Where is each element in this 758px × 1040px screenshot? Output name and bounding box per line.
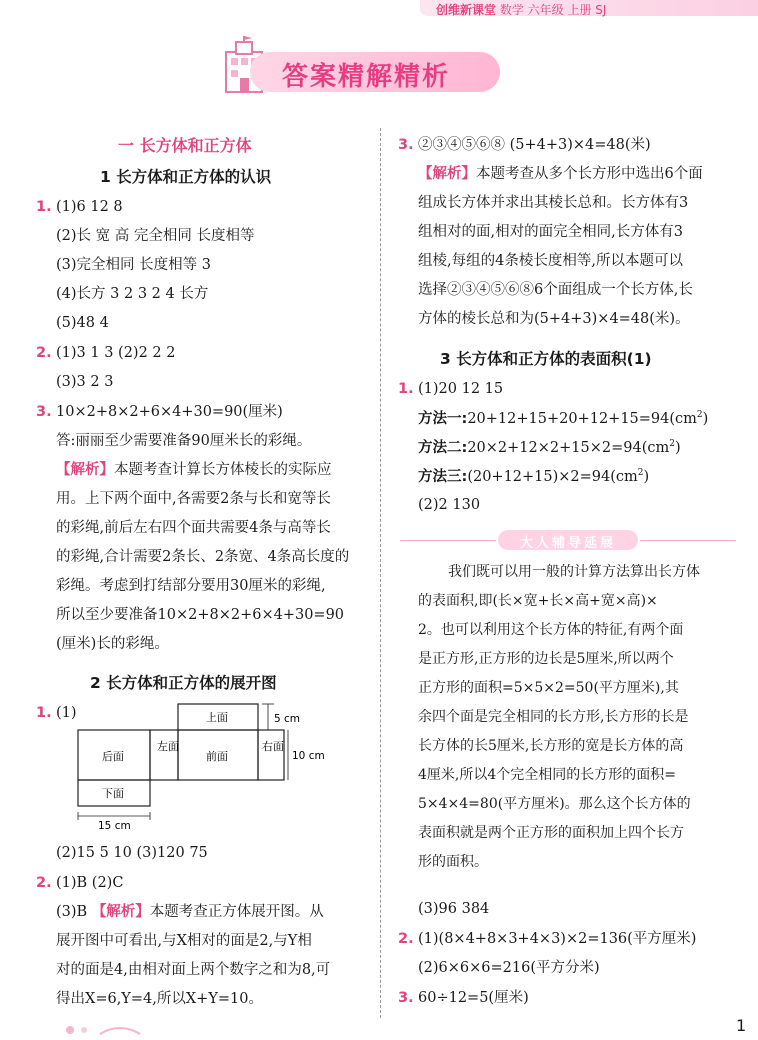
- net-label-top: 上面: [206, 711, 228, 724]
- guide-line: 是正方形,正方形的边长是5厘米,所以两个: [418, 651, 674, 667]
- answer-line: (1)B (2)C: [56, 875, 124, 891]
- analysis-line: 用。上下两个面中,各需要2条与长和宽等长: [56, 491, 331, 507]
- method-line: [418, 411, 708, 426]
- cuboid-net-diagram: [68, 702, 325, 832]
- method-expr: (20+12+15)×2=94(cm: [467, 468, 638, 485]
- analysis-line: 对的面是4,由相对面上两个数字之和为8,可: [56, 962, 331, 978]
- analysis-text: 本题考查从多个长方形中选出6个面: [476, 166, 703, 182]
- method-label: 方法二:: [418, 439, 468, 456]
- method-label: 方法三:: [418, 468, 468, 485]
- header-text: [436, 1, 606, 18]
- analysis-line: 组棱,每组的4条棱长度相等,所以本题可以: [418, 253, 683, 269]
- analysis-text: 本题考查计算长方体棱长的实际应: [114, 462, 332, 478]
- method-line: [418, 440, 681, 455]
- guide-line: 余四个面是完全相同的长方形,长方形的长是: [418, 709, 689, 725]
- superscript: 2: [637, 468, 644, 478]
- section-title-1: 1 长方体和正方体的认识: [100, 168, 272, 186]
- column-divider: [380, 128, 381, 1018]
- unit-title: 一 长方体和正方体: [118, 136, 252, 155]
- method-line: [418, 469, 649, 484]
- analysis-line: 的彩绳,前后左右四个面共需要4条与高等长: [56, 520, 331, 536]
- analysis-line: [56, 905, 324, 920]
- analysis-text: 本题考查正方体展开图。从: [149, 904, 324, 920]
- section-title-3: 3 长方体和正方体的表面积(1): [440, 350, 652, 368]
- question-number: 2.: [398, 931, 414, 947]
- net-label-left: 左面: [157, 740, 179, 753]
- guide-line: 2。也可以利用这个长方体的特征,有两个面: [418, 622, 684, 638]
- answer-line: (1)6 12 8: [56, 199, 123, 215]
- close-paren: ): [674, 439, 681, 456]
- net-dim-15cm: 15 cm: [98, 820, 131, 832]
- net-dim-10cm: 10 cm: [292, 750, 325, 762]
- answer-line: (2)15 5 10 (3)120 75: [56, 845, 208, 861]
- question-number: 3.: [398, 137, 414, 153]
- answer-line: (4)长方 3 2 3 2 4 长方: [56, 286, 209, 302]
- answer-text: (3)B: [56, 904, 88, 920]
- answer-line: (2)2 130: [418, 497, 481, 513]
- analysis-line: (厘米)长的彩绳。: [56, 636, 169, 652]
- method-expr: 20×2+12×2+15×2=94(cm: [467, 439, 670, 456]
- question-number: 3.: [36, 404, 52, 420]
- close-paren: ): [702, 410, 709, 427]
- answer-line: (1)20 12 15: [418, 381, 504, 397]
- answer-line: (1)3 1 3 (2)2 2 2: [56, 345, 176, 361]
- analysis-line: [418, 167, 703, 182]
- analysis-line: 展开图中可看出,与X相对的面是2,与Y相: [56, 933, 312, 949]
- answer-line: (2)6×6×6=216(平方分米): [418, 960, 600, 976]
- answer-line: 10×2+8×2+6×4+30=90(厘米): [56, 404, 283, 420]
- answer-line: (1)(8×4+8×3+4×3)×2=136(平方厘米): [418, 931, 697, 947]
- guide-line: 我们既可以用一般的计算方法算出长方体: [448, 564, 700, 580]
- analysis-line: 选择②③④⑤⑥⑧6个面组成一个长方体,长: [418, 282, 693, 298]
- subject-label: 数学 六年级 上册 SJ: [499, 3, 607, 17]
- section-title-2: 2 长方体和正方体的展开图: [90, 674, 277, 692]
- guide-line: 5×4×4=80(平方厘米)。那么这个长方体的: [418, 796, 691, 812]
- method-expr: 20+12+15+20+12+15=94(cm: [467, 410, 697, 427]
- guide-line: 正方形的面积=5×5×2=50(平方厘米),其: [418, 680, 679, 696]
- question-number: 2.: [36, 875, 52, 891]
- answer-line: (5)48 4: [56, 315, 109, 331]
- page-number: 1: [736, 1016, 747, 1035]
- page-title: 答案精解精析: [282, 62, 451, 92]
- superscript: 2: [669, 439, 675, 449]
- analysis-line: 彩绳。考虑到打结部分要用30厘米的彩绳,: [56, 578, 326, 594]
- analysis-line: [56, 463, 332, 478]
- guide-line: 形的面积。: [418, 854, 488, 870]
- footer-decoration-icon: [60, 1018, 180, 1038]
- guide-line: 长方体的长5厘米,长方形的宽是长方体的高: [418, 738, 684, 754]
- question-number: 1.: [36, 199, 52, 215]
- net-label-bottom: 下面: [102, 787, 124, 800]
- analysis-line: 组成长方体并求出其棱长总和。长方体有3: [418, 195, 689, 211]
- net-face-left: [150, 730, 178, 780]
- analysis-tag: 【解析】: [56, 462, 114, 478]
- answer-line: (3)3 2 3: [56, 374, 114, 390]
- analysis-tag: 【解析】: [91, 904, 150, 920]
- answer-line: ②③④⑤⑥⑧ (5+4+3)×4=48(米): [418, 137, 651, 153]
- question-number: 1.: [36, 705, 52, 721]
- answer-line: (3)96 384: [418, 901, 490, 917]
- analysis-line: 得出X=6,Y=4,所以X+Y=10。: [56, 991, 264, 1007]
- close-paren: ): [643, 468, 650, 485]
- guide-line: 的表面积,即(长×宽+长×高+宽×高)×: [418, 593, 658, 609]
- analysis-tag: 【解析】: [418, 166, 476, 182]
- guide-rule-right: [640, 540, 736, 541]
- answer-line: 60÷12=5(厘米): [418, 990, 529, 1006]
- method-label: 方法一:: [418, 410, 468, 427]
- answer-line: 答:丽丽至少需要准备90厘米长的彩绳。: [56, 433, 312, 449]
- guide-line: 表面积就是两个正方形的面积加上四个长方: [418, 825, 684, 841]
- question-number: 3.: [398, 990, 414, 1006]
- net-dim-5cm: 5 cm: [274, 713, 301, 725]
- answer-line: (2)长 宽 高 完全相同 长度相等: [56, 228, 255, 244]
- superscript: 2: [696, 410, 703, 420]
- net-label-right: 右面: [262, 740, 284, 753]
- answer-line: (1): [56, 705, 77, 721]
- brand-name: 创维新课堂: [436, 3, 497, 17]
- analysis-line: 组相对的面,相对的面完全相同,长方体有3: [418, 224, 683, 240]
- guide-rule-left: [400, 540, 496, 541]
- question-number: 1.: [398, 381, 414, 397]
- net-label-back: 后面: [102, 750, 124, 763]
- guide-title: 大人辅导延展: [520, 536, 617, 551]
- analysis-line: 方体的棱长总和为(5+4+3)×4=48(米)。: [418, 311, 690, 327]
- net-label-front: 前面: [206, 750, 228, 763]
- net-face-right: [258, 730, 284, 780]
- guide-line: 4厘米,所以4个完全相同的长方形的面积=: [418, 767, 676, 783]
- question-number: 2.: [36, 345, 52, 361]
- answer-line: (3)完全相同 长度相等 3: [56, 257, 211, 273]
- analysis-line: 所以至少要准备10×2+8×2+6×4+30=90: [56, 607, 345, 623]
- analysis-line: 的彩绳,合计需要2条长、2条宽、4条高长度的: [56, 549, 350, 565]
